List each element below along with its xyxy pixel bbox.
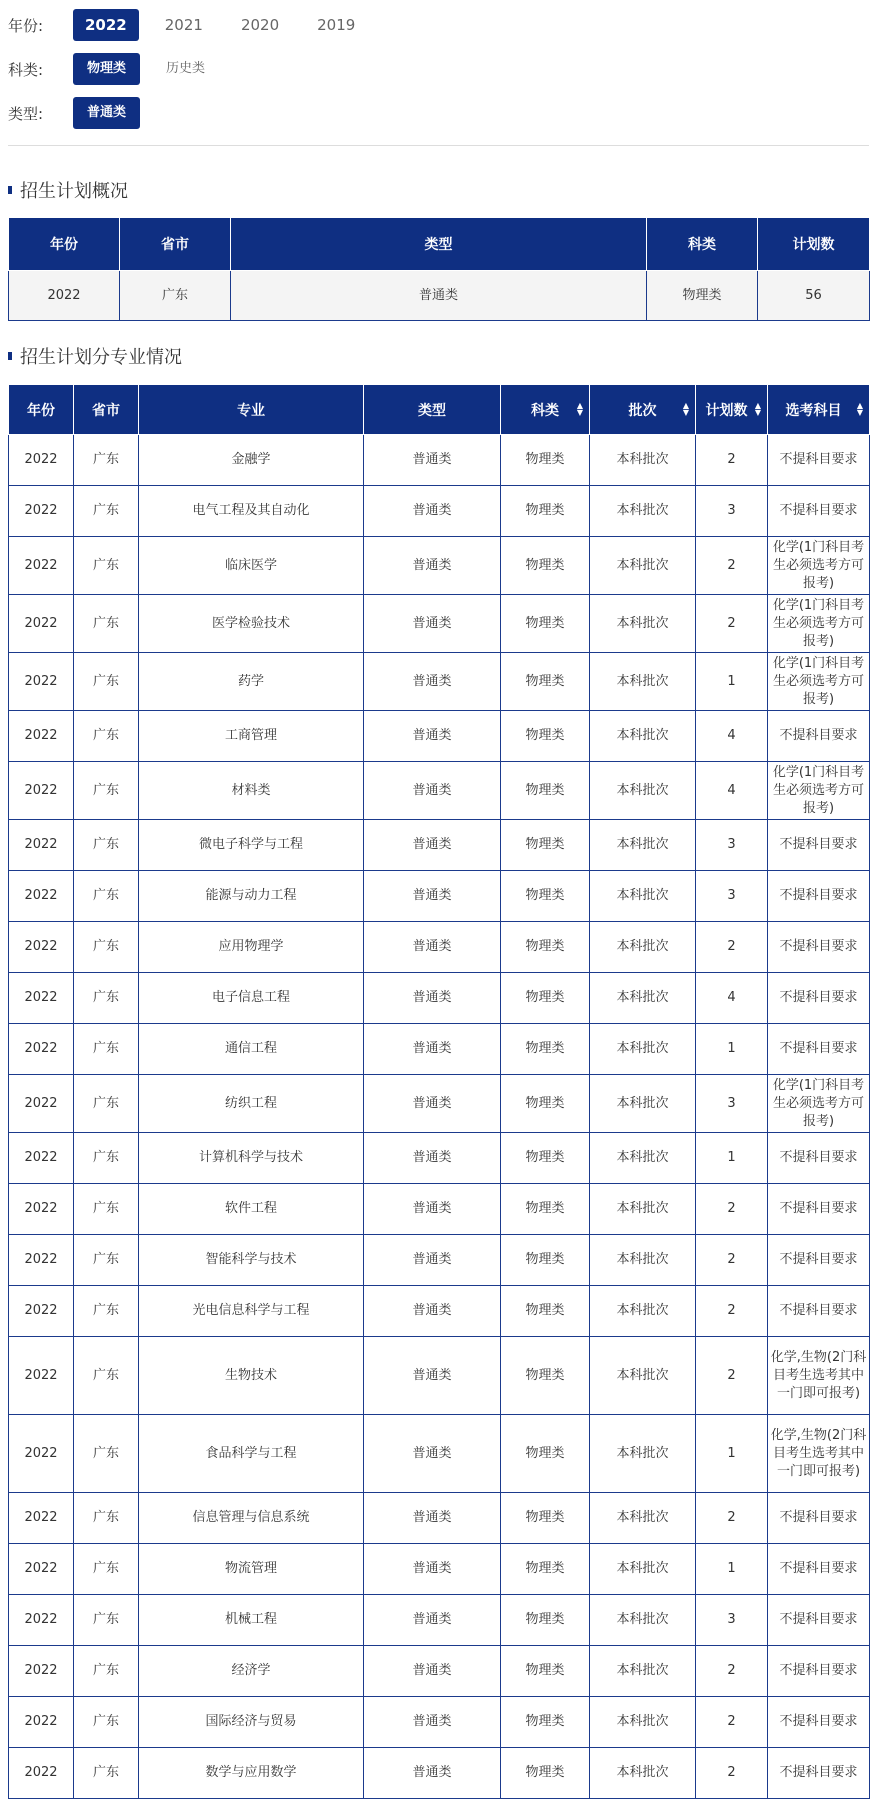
table-row — [9, 1235, 870, 1286]
cell-plan-count: 4 — [696, 762, 768, 820]
cell-subject: 物理类 — [501, 1415, 590, 1493]
majors-col-subject[interactable] — [501, 385, 590, 435]
table-row — [9, 595, 870, 653]
cell-batch: 本科批次 — [590, 653, 696, 711]
cell-elective: 化学(1门科目考生必须选考方可报考) — [768, 762, 870, 820]
cell-subject: 物理类 — [501, 1235, 590, 1286]
section-marker-icon — [8, 186, 12, 194]
cell-province: 广东 — [74, 1184, 139, 1235]
cell-elective: 不提科目要求 — [768, 871, 870, 922]
majors-title-text: 招生计划分专业情况 — [20, 347, 182, 368]
table-row — [9, 435, 870, 486]
table-row — [9, 820, 870, 871]
table-row — [9, 1493, 870, 1544]
cell-type: 普通类 — [364, 1133, 501, 1184]
cell-elective: 不提科目要求 — [768, 1133, 870, 1184]
table-cell: 普通类 — [231, 271, 647, 321]
cell-plan-count: 2 — [696, 1697, 768, 1748]
table-row — [9, 1024, 870, 1075]
cell-year: 2022 — [9, 1697, 74, 1748]
cell-elective: 不提科目要求 — [768, 1697, 870, 1748]
table-row — [9, 1184, 870, 1235]
cell-elective: 不提科目要求 — [768, 1544, 870, 1595]
cell-major: 微电子科学与工程 — [139, 820, 364, 871]
overview-col-plan-count: 计划数 — [758, 218, 870, 271]
cell-year: 2022 — [9, 486, 74, 537]
cell-type: 普通类 — [364, 871, 501, 922]
cell-elective: 不提科目要求 — [768, 1646, 870, 1697]
majors-col-batch[interactable] — [590, 385, 696, 435]
cell-elective: 不提科目要求 — [768, 922, 870, 973]
cell-year: 2022 — [9, 1075, 74, 1133]
table-cell: 2022 — [9, 271, 120, 321]
cell-plan-count: 1 — [696, 1544, 768, 1595]
cell-batch: 本科批次 — [590, 711, 696, 762]
table-row — [9, 1075, 870, 1133]
table-row — [9, 1697, 870, 1748]
cell-plan-count: 2 — [696, 537, 768, 595]
cell-year: 2022 — [9, 1024, 74, 1075]
cell-batch: 本科批次 — [590, 1337, 696, 1415]
cell-batch: 本科批次 — [590, 1595, 696, 1646]
cell-batch: 本科批次 — [590, 1646, 696, 1697]
cell-province: 广东 — [74, 1075, 139, 1133]
cell-province: 广东 — [74, 1337, 139, 1415]
cell-batch: 本科批次 — [590, 1075, 696, 1133]
cell-major: 应用物理学 — [139, 922, 364, 973]
cell-plan-count: 3 — [696, 871, 768, 922]
year-option-2020[interactable]: 2020 — [240, 16, 280, 34]
cell-elective: 化学(1门科目考生必须选考方可报考) — [768, 595, 870, 653]
cell-province: 广东 — [74, 1235, 139, 1286]
cell-year: 2022 — [9, 1595, 74, 1646]
cell-batch: 本科批次 — [590, 486, 696, 537]
cell-province: 广东 — [74, 653, 139, 711]
table-row — [9, 973, 870, 1024]
cell-batch: 本科批次 — [590, 1415, 696, 1493]
cell-year: 2022 — [9, 653, 74, 711]
cell-elective: 不提科目要求 — [768, 1748, 870, 1799]
cell-subject: 物理类 — [501, 1184, 590, 1235]
cell-year: 2022 — [9, 1133, 74, 1184]
cell-subject: 物理类 — [501, 435, 590, 486]
cell-subject: 物理类 — [501, 595, 590, 653]
cell-year: 2022 — [9, 1337, 74, 1415]
majors-col-subject-label: 科类 — [531, 402, 559, 419]
cell-subject: 物理类 — [501, 762, 590, 820]
cell-province: 广东 — [74, 1697, 139, 1748]
cell-subject: 物理类 — [501, 1697, 590, 1748]
cell-plan-count: 1 — [696, 1133, 768, 1184]
cell-elective: 化学(1门科目考生必须选考方可报考) — [768, 1075, 870, 1133]
table-row — [9, 1133, 870, 1184]
majors-col-plan-count[interactable] — [696, 385, 768, 435]
cell-type: 普通类 — [364, 1235, 501, 1286]
sort-icon[interactable]: ▲ ▼ — [856, 400, 863, 417]
cell-type: 普通类 — [364, 653, 501, 711]
cell-elective: 化学(1门科目考生必须选考方可报考) — [768, 653, 870, 711]
cell-type: 普通类 — [364, 1286, 501, 1337]
table-row — [9, 871, 870, 922]
cell-province: 广东 — [74, 922, 139, 973]
cell-type: 普通类 — [364, 1415, 501, 1493]
cell-subject: 物理类 — [501, 537, 590, 595]
cell-plan-count: 2 — [696, 1337, 768, 1415]
cell-year: 2022 — [9, 1646, 74, 1697]
cell-province: 广东 — [74, 1646, 139, 1697]
cell-batch: 本科批次 — [590, 973, 696, 1024]
cell-elective: 不提科目要求 — [768, 1595, 870, 1646]
cell-batch: 本科批次 — [590, 762, 696, 820]
cell-type: 普通类 — [364, 1544, 501, 1595]
cell-province: 广东 — [74, 711, 139, 762]
cell-major: 电子信息工程 — [139, 973, 364, 1024]
table-row — [9, 1544, 870, 1595]
cell-year: 2022 — [9, 1184, 74, 1235]
cell-major: 数学与应用数学 — [139, 1748, 364, 1799]
table-row — [9, 1337, 870, 1415]
cell-subject: 物理类 — [501, 1748, 590, 1799]
cell-batch: 本科批次 — [590, 1544, 696, 1595]
cell-year: 2022 — [9, 711, 74, 762]
cell-plan-count: 3 — [696, 1075, 768, 1133]
majors-col-type: 类型 — [364, 385, 501, 435]
cell-batch: 本科批次 — [590, 537, 696, 595]
cell-batch: 本科批次 — [590, 871, 696, 922]
majors-col-plan-count-label: 计划数 — [705, 402, 748, 419]
cell-plan-count: 2 — [696, 1646, 768, 1697]
sort-icon[interactable]: ▲ ▼ — [576, 400, 583, 417]
majors-table — [8, 384, 870, 1799]
cell-batch: 本科批次 — [590, 1024, 696, 1075]
cell-subject: 物理类 — [501, 1024, 590, 1075]
cell-major: 信息管理与信息系统 — [139, 1493, 364, 1544]
cell-major: 机械工程 — [139, 1595, 364, 1646]
overview-col-year: 年份 — [9, 218, 120, 271]
cell-subject: 物理类 — [501, 1337, 590, 1415]
table-row — [9, 653, 870, 711]
table-row — [9, 486, 870, 537]
cell-plan-count: 4 — [696, 711, 768, 762]
cell-plan-count: 4 — [696, 973, 768, 1024]
cell-major: 电气工程及其自动化 — [139, 486, 364, 537]
table-row — [9, 1748, 870, 1799]
cell-type: 普通类 — [364, 486, 501, 537]
overview-col-type: 类型 — [231, 218, 647, 271]
cell-batch: 本科批次 — [590, 435, 696, 486]
cell-batch: 本科批次 — [590, 1493, 696, 1544]
cell-type: 普通类 — [364, 820, 501, 871]
cell-major: 计算机科学与技术 — [139, 1133, 364, 1184]
majors-col-elective[interactable] — [768, 385, 870, 435]
sort-icon[interactable]: ▲ ▼ — [682, 400, 689, 417]
cell-elective: 不提科目要求 — [768, 820, 870, 871]
cell-plan-count: 2 — [696, 1184, 768, 1235]
cell-major: 软件工程 — [139, 1184, 364, 1235]
subject-filter — [8, 53, 231, 85]
cell-batch: 本科批次 — [590, 1748, 696, 1799]
cell-type: 普通类 — [364, 1697, 501, 1748]
subject-option-physics[interactable]: 物理类 — [73, 53, 140, 85]
cell-major: 材料类 — [139, 762, 364, 820]
table-row — [9, 762, 870, 820]
majors-header-row — [9, 385, 870, 435]
cell-year: 2022 — [9, 762, 74, 820]
cell-plan-count: 2 — [696, 1748, 768, 1799]
cell-elective: 不提科目要求 — [768, 1286, 870, 1337]
table-row — [9, 1415, 870, 1493]
cell-province: 广东 — [74, 871, 139, 922]
cell-subject: 物理类 — [501, 973, 590, 1024]
majors-col-elective-label: 选考科目 — [785, 402, 842, 419]
overview-table — [8, 217, 870, 321]
cell-batch: 本科批次 — [590, 1235, 696, 1286]
overview-header-row — [9, 218, 870, 271]
table-cell: 56 — [758, 271, 870, 321]
cell-province: 广东 — [74, 1286, 139, 1337]
overview-col-subject: 科类 — [647, 218, 758, 271]
cell-type: 普通类 — [364, 1075, 501, 1133]
cell-type: 普通类 — [364, 1646, 501, 1697]
cell-major: 智能科学与技术 — [139, 1235, 364, 1286]
table-row — [9, 271, 870, 321]
cell-major: 临床医学 — [139, 537, 364, 595]
cell-plan-count: 2 — [696, 1286, 768, 1337]
cell-province: 广东 — [74, 1024, 139, 1075]
cell-type: 普通类 — [364, 1595, 501, 1646]
cell-province: 广东 — [74, 1133, 139, 1184]
cell-elective: 化学,生物(2门科目考生选考其中一门即可报考) — [768, 1415, 870, 1493]
overview-col-province: 省市 — [120, 218, 231, 271]
cell-major: 金融学 — [139, 435, 364, 486]
cell-elective: 不提科目要求 — [768, 711, 870, 762]
cell-plan-count: 2 — [696, 1235, 768, 1286]
type-option-regular[interactable]: 普通类 — [73, 97, 140, 129]
cell-major: 药学 — [139, 653, 364, 711]
table-row — [9, 1646, 870, 1697]
year-filter — [8, 9, 381, 41]
table-row — [9, 1286, 870, 1337]
cell-major: 物流管理 — [139, 1544, 364, 1595]
cell-batch: 本科批次 — [590, 1133, 696, 1184]
cell-subject: 物理类 — [501, 1595, 590, 1646]
cell-subject: 物理类 — [501, 1075, 590, 1133]
cell-type: 普通类 — [364, 1337, 501, 1415]
cell-subject: 物理类 — [501, 922, 590, 973]
majors-col-batch-label: 批次 — [628, 402, 657, 419]
cell-subject: 物理类 — [501, 871, 590, 922]
cell-province: 广东 — [74, 973, 139, 1024]
cell-plan-count: 3 — [696, 820, 768, 871]
cell-year: 2022 — [9, 1286, 74, 1337]
cell-subject: 物理类 — [501, 820, 590, 871]
cell-elective: 化学,生物(2门科目考生选考其中一门即可报考) — [768, 1337, 870, 1415]
cell-type: 普通类 — [364, 711, 501, 762]
cell-province: 广东 — [74, 1415, 139, 1493]
cell-elective: 不提科目要求 — [768, 486, 870, 537]
table-row — [9, 1595, 870, 1646]
cell-type: 普通类 — [364, 973, 501, 1024]
cell-major: 能源与动力工程 — [139, 871, 364, 922]
cell-plan-count: 1 — [696, 1415, 768, 1493]
cell-batch: 本科批次 — [590, 595, 696, 653]
cell-elective: 不提科目要求 — [768, 435, 870, 486]
cell-province: 广东 — [74, 1595, 139, 1646]
cell-major: 国际经济与贸易 — [139, 1697, 364, 1748]
cell-plan-count: 3 — [696, 1595, 768, 1646]
cell-batch: 本科批次 — [590, 1697, 696, 1748]
cell-year: 2022 — [9, 820, 74, 871]
cell-major: 医学检验技术 — [139, 595, 364, 653]
majors-col-major: 专业 — [139, 385, 364, 435]
cell-elective: 不提科目要求 — [768, 1235, 870, 1286]
year-option-2019[interactable]: 2019 — [317, 16, 356, 34]
cell-major: 通信工程 — [139, 1024, 364, 1075]
cell-major: 食品科学与工程 — [139, 1415, 364, 1493]
cell-year: 2022 — [9, 537, 74, 595]
cell-province: 广东 — [74, 762, 139, 820]
cell-major: 纺织工程 — [139, 1075, 364, 1133]
cell-subject: 物理类 — [501, 1544, 590, 1595]
cell-year: 2022 — [9, 435, 74, 486]
cell-batch: 本科批次 — [590, 922, 696, 973]
cell-elective: 不提科目要求 — [768, 973, 870, 1024]
cell-plan-count: 1 — [696, 653, 768, 711]
table-row — [9, 922, 870, 973]
year-option-2021[interactable]: 2021 — [164, 16, 203, 34]
filter-divider — [8, 145, 869, 146]
cell-type: 普通类 — [364, 1184, 501, 1235]
cell-year: 2022 — [9, 1544, 74, 1595]
cell-plan-count: 2 — [696, 1493, 768, 1544]
cell-year: 2022 — [9, 973, 74, 1024]
cell-batch: 本科批次 — [590, 1286, 696, 1337]
cell-subject: 物理类 — [501, 1646, 590, 1697]
cell-year: 2022 — [9, 1415, 74, 1493]
cell-type: 普通类 — [364, 595, 501, 653]
cell-province: 广东 — [74, 537, 139, 595]
cell-year: 2022 — [9, 922, 74, 973]
table-row — [9, 537, 870, 595]
cell-year: 2022 — [9, 1493, 74, 1544]
cell-type: 普通类 — [364, 1024, 501, 1075]
cell-province: 广东 — [74, 1748, 139, 1799]
cell-type: 普通类 — [364, 1748, 501, 1799]
cell-major: 生物技术 — [139, 1337, 364, 1415]
subject-option-history[interactable]: 历史类 — [166, 61, 206, 76]
table-row — [9, 711, 870, 762]
cell-type: 普通类 — [364, 1493, 501, 1544]
cell-year: 2022 — [9, 595, 74, 653]
cell-province: 广东 — [74, 820, 139, 871]
cell-type: 普通类 — [364, 435, 501, 486]
cell-province: 广东 — [74, 435, 139, 486]
cell-plan-count: 3 — [696, 486, 768, 537]
cell-type: 普通类 — [364, 922, 501, 973]
cell-plan-count: 2 — [696, 922, 768, 973]
cell-elective: 不提科目要求 — [768, 1024, 870, 1075]
cell-subject: 物理类 — [501, 1133, 590, 1184]
cell-elective: 不提科目要求 — [768, 1493, 870, 1544]
section-marker-icon — [8, 352, 12, 360]
cell-province: 广东 — [74, 486, 139, 537]
cell-elective: 不提科目要求 — [768, 1184, 870, 1235]
table-cell: 物理类 — [647, 271, 758, 321]
table-cell: 广东 — [120, 271, 231, 321]
majors-col-province: 省市 — [74, 385, 139, 435]
majors-table-body — [9, 435, 870, 1799]
majors-section-title — [8, 344, 182, 368]
year-filter-label: 年份: — [8, 16, 44, 35]
cell-subject: 物理类 — [501, 486, 590, 537]
cell-plan-count: 2 — [696, 595, 768, 653]
cell-type: 普通类 — [364, 762, 501, 820]
type-filter — [8, 97, 154, 129]
cell-major: 光电信息科学与工程 — [139, 1286, 364, 1337]
subject-filter-label: 科类: — [8, 60, 44, 79]
cell-elective: 化学(1门科目考生必须选考方可报考) — [768, 537, 870, 595]
cell-year: 2022 — [9, 871, 74, 922]
overview-section-title — [8, 178, 128, 202]
cell-province: 广东 — [74, 595, 139, 653]
cell-type: 普通类 — [364, 537, 501, 595]
overview-title-text: 招生计划概况 — [20, 181, 128, 202]
cell-province: 广东 — [74, 1493, 139, 1544]
cell-batch: 本科批次 — [590, 1184, 696, 1235]
cell-year: 2022 — [9, 1235, 74, 1286]
year-option-2022[interactable]: 2022 — [73, 9, 139, 41]
cell-subject: 物理类 — [501, 653, 590, 711]
cell-plan-count: 1 — [696, 1024, 768, 1075]
cell-subject: 物理类 — [501, 1493, 590, 1544]
cell-batch: 本科批次 — [590, 820, 696, 871]
type-filter-label: 类型: — [8, 104, 44, 123]
majors-col-year: 年份 — [9, 385, 74, 435]
cell-plan-count: 2 — [696, 435, 768, 486]
cell-subject: 物理类 — [501, 1286, 590, 1337]
cell-major: 工商管理 — [139, 711, 364, 762]
cell-subject: 物理类 — [501, 711, 590, 762]
sort-icon[interactable]: ▲ ▼ — [754, 400, 761, 417]
cell-province: 广东 — [74, 1544, 139, 1595]
cell-major: 经济学 — [139, 1646, 364, 1697]
cell-year: 2022 — [9, 1748, 74, 1799]
